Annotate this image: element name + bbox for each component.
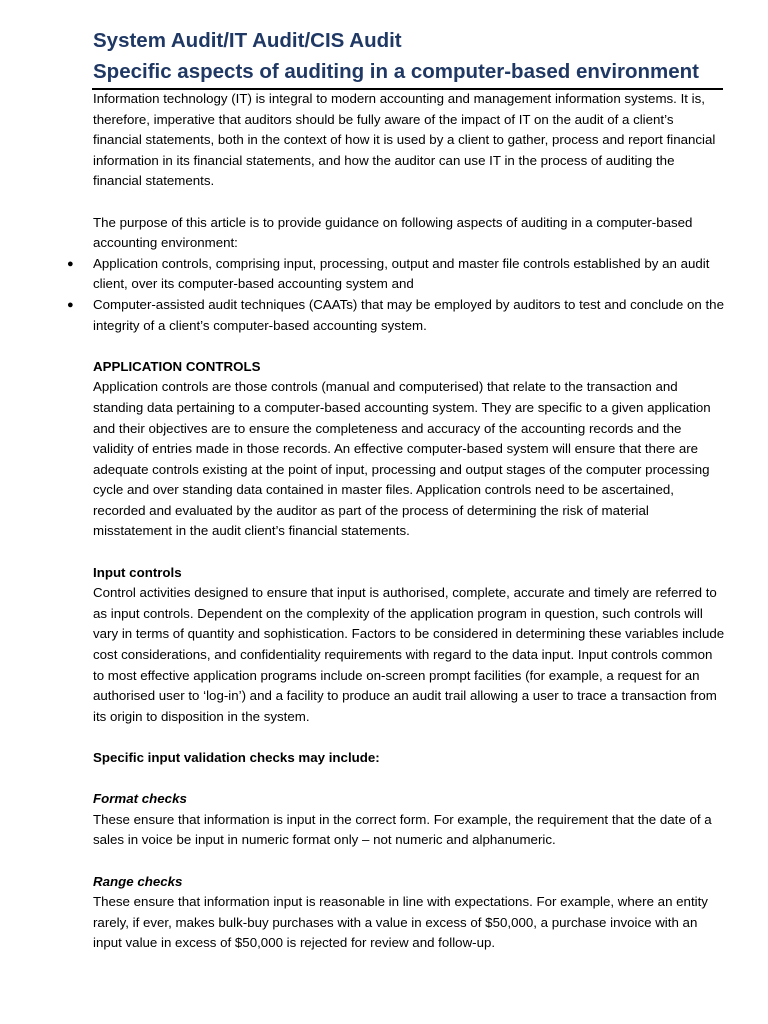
section-heading-application-controls: APPLICATION CONTROLS: [93, 358, 261, 374]
spacer: [93, 851, 725, 872]
range-checks-paragraph: These ensure that information input is reasonable in line with expectations. For example, where an entity rarely, if ever, makes bulk-buy purchases with a value in excess of $50,000, a purchase invoice with an input value in excess of $50,000 is rejected for review and follow-up.: [93, 894, 708, 951]
document-title: System Audit/IT Audit/CIS Audit: [93, 29, 402, 52]
list-item-text: Computer-assisted audit techniques (CAATs) that may be employed by auditors to test and conclude on the integrity of a client’s computer-based accounting system.: [93, 296, 724, 333]
format-checks-heading: Format checks: [93, 791, 187, 807]
list-item-text: Application controls, comprising input, processing, output and master file controls established by an audit client, over its computer-based accounting system and: [93, 255, 710, 292]
spacer: [93, 769, 725, 790]
section-heading-input-controls: Input controls: [93, 564, 182, 580]
list-item: [67, 295, 725, 336]
intro-paragraph: Information technology (IT) is integral to modern accounting and management information systems. It is, therefore, imperative that auditors should be fully aware of the impact of IT on the audit of a client’s financial statements, both in the context of how it is used by a client to gather, process and report financial information in its financial statements, and how the auditor can use IT in the process of auditing the financial statements.: [93, 91, 716, 189]
purpose-paragraph: The purpose of this article is to provide guidance on following aspects of auditing in a computer-based accounting environment:: [93, 214, 693, 251]
application-controls-paragraph: Application controls are those controls (manual and computerised) that relate to the transaction and standing data pertaining to a computer-based accounting system. They are specific to a given application and their objectives are to ensure the completeness and accuracy of the accounting records and the validity of entries made in those records. An effective computer-based system will ensure that there are adequate controls existing at the point of input, processing and output stages of the computer processing cycle and over standing data contained in master files. Application controls need to be ascertained, recorded and evaluated by the auditor as part of the process of determining the risk of material misstatement in the audit client’s financial statements.: [93, 379, 711, 539]
bullet-icon: ●: [67, 257, 74, 270]
aspects-list: [67, 254, 725, 336]
range-checks-heading: Range checks: [93, 873, 183, 889]
list-item: [67, 254, 725, 295]
validation-checks-heading: Specific input validation checks may include:: [93, 750, 380, 765]
spacer: [93, 542, 725, 563]
spacer: [93, 727, 725, 748]
input-controls-paragraph: Control activities designed to ensure that input is authorised, complete, accurate and timely are referred to as input controls. Dependent on the complexity of the application program in question, such controls will vary in terms of quantity and sophistication. Factors to be considered in determining these variables include cost considerations, and confidentiality requirements with regard to the data input. Input controls common to most effective application programs include on-screen prompt facilities (for example, a request for an authorised user to ‘log-in’) and a facility to produce an audit trail allowing a user to trace a transaction from its origin to disposition in the system.: [93, 585, 725, 724]
bullet-icon: ●: [67, 298, 74, 311]
document-body: [67, 89, 725, 954]
format-checks-paragraph: These ensure that information is input in the correct form. For example, the requirement that the date of a sales in voice be input in numeric format only – not numeric and alphanumeric.: [93, 811, 712, 848]
spacer: [93, 336, 725, 357]
document-subtitle: Specific aspects of auditing in a computer-based environment: [93, 60, 700, 83]
spacer: [93, 192, 725, 213]
